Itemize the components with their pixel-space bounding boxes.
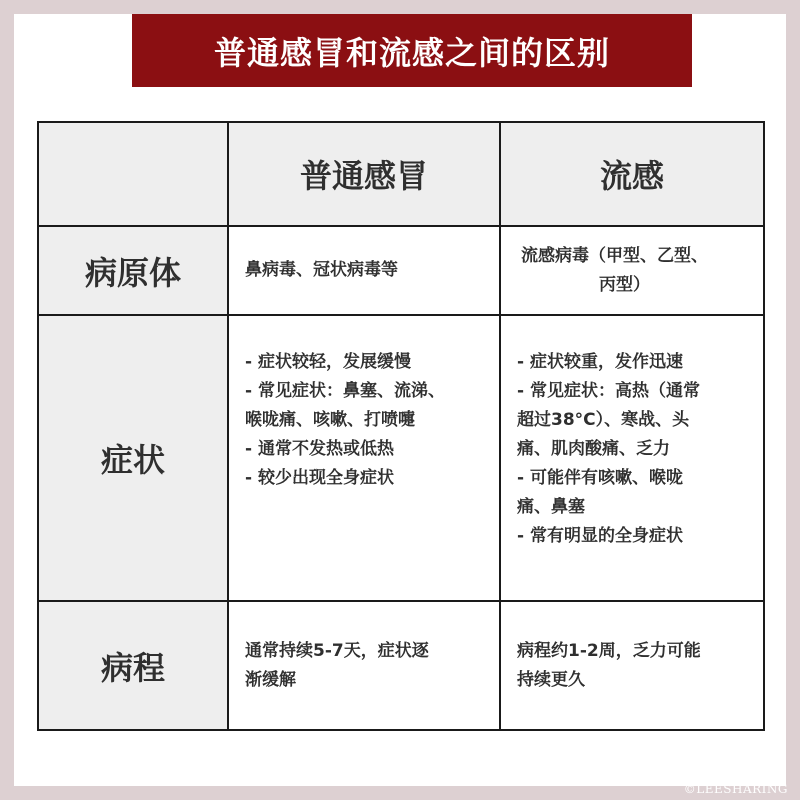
cell-pathogen-cold bbox=[228, 226, 500, 315]
cell-line: - 常有明显的全身症状 bbox=[517, 526, 683, 546]
cell-line: 通常持续5-7天，症状逐 bbox=[245, 640, 429, 661]
cell-symptoms-flu bbox=[500, 315, 764, 601]
cell-line: - 较少出现全身症状 bbox=[245, 468, 394, 488]
header-common-cold: 普通感冒 bbox=[228, 122, 500, 226]
cell-symptoms-cold bbox=[228, 315, 500, 601]
cell-line: - 可能伴有咳嗽、喉咙 bbox=[517, 468, 683, 488]
cell-line: 渐缓解 bbox=[245, 669, 296, 690]
comparison-table bbox=[37, 121, 765, 731]
table-header-row bbox=[38, 122, 764, 226]
cell-course-flu bbox=[500, 601, 764, 730]
copyright-watermark: ©LEESHARING bbox=[683, 782, 788, 796]
title-banner bbox=[132, 14, 692, 87]
cell-pathogen-flu bbox=[500, 226, 764, 315]
header-influenza: 流感 bbox=[500, 122, 764, 226]
cell-line: 喉咙痛、咳嗽、打喷嚏 bbox=[245, 410, 415, 430]
cell-line: 痛、肌肉酸痛、乏力 bbox=[517, 439, 670, 459]
cell-line: 超过38°C）、寒战、头 bbox=[517, 410, 690, 430]
table-row-pathogen bbox=[38, 226, 764, 315]
table-row-course bbox=[38, 601, 764, 730]
cell-line: 痛、鼻塞 bbox=[517, 497, 585, 517]
row-label-course: 病程 bbox=[38, 601, 228, 730]
cell-line: 丙型） bbox=[599, 274, 650, 295]
header-empty-cell bbox=[38, 122, 228, 226]
table-row-symptoms bbox=[38, 315, 764, 601]
cell-line: 持续更久 bbox=[517, 669, 585, 690]
cell-line: 流感病毒（甲型、乙型、 bbox=[521, 245, 708, 266]
cell-line: - 通常不发热或低热 bbox=[245, 439, 394, 459]
cell-line: - 症状较重，发作迅速 bbox=[517, 352, 683, 372]
cell-line: - 常见症状：高热（通常 bbox=[517, 381, 700, 401]
cell-line: 鼻病毒、冠状病毒等 bbox=[245, 260, 398, 280]
cell-line: - 症状较轻，发展缓慢 bbox=[245, 352, 411, 372]
cell-line: 病程约1-2周，乏力可能 bbox=[517, 640, 701, 661]
cell-course-cold bbox=[228, 601, 500, 730]
row-label-symptoms: 症状 bbox=[38, 315, 228, 601]
page-title: 普通感冒和流感之间的区别 bbox=[213, 33, 610, 72]
infographic-card bbox=[14, 14, 786, 786]
row-label-pathogen: 病原体 bbox=[38, 226, 228, 315]
cell-line: - 常见症状：鼻塞、流涕、 bbox=[245, 381, 445, 401]
